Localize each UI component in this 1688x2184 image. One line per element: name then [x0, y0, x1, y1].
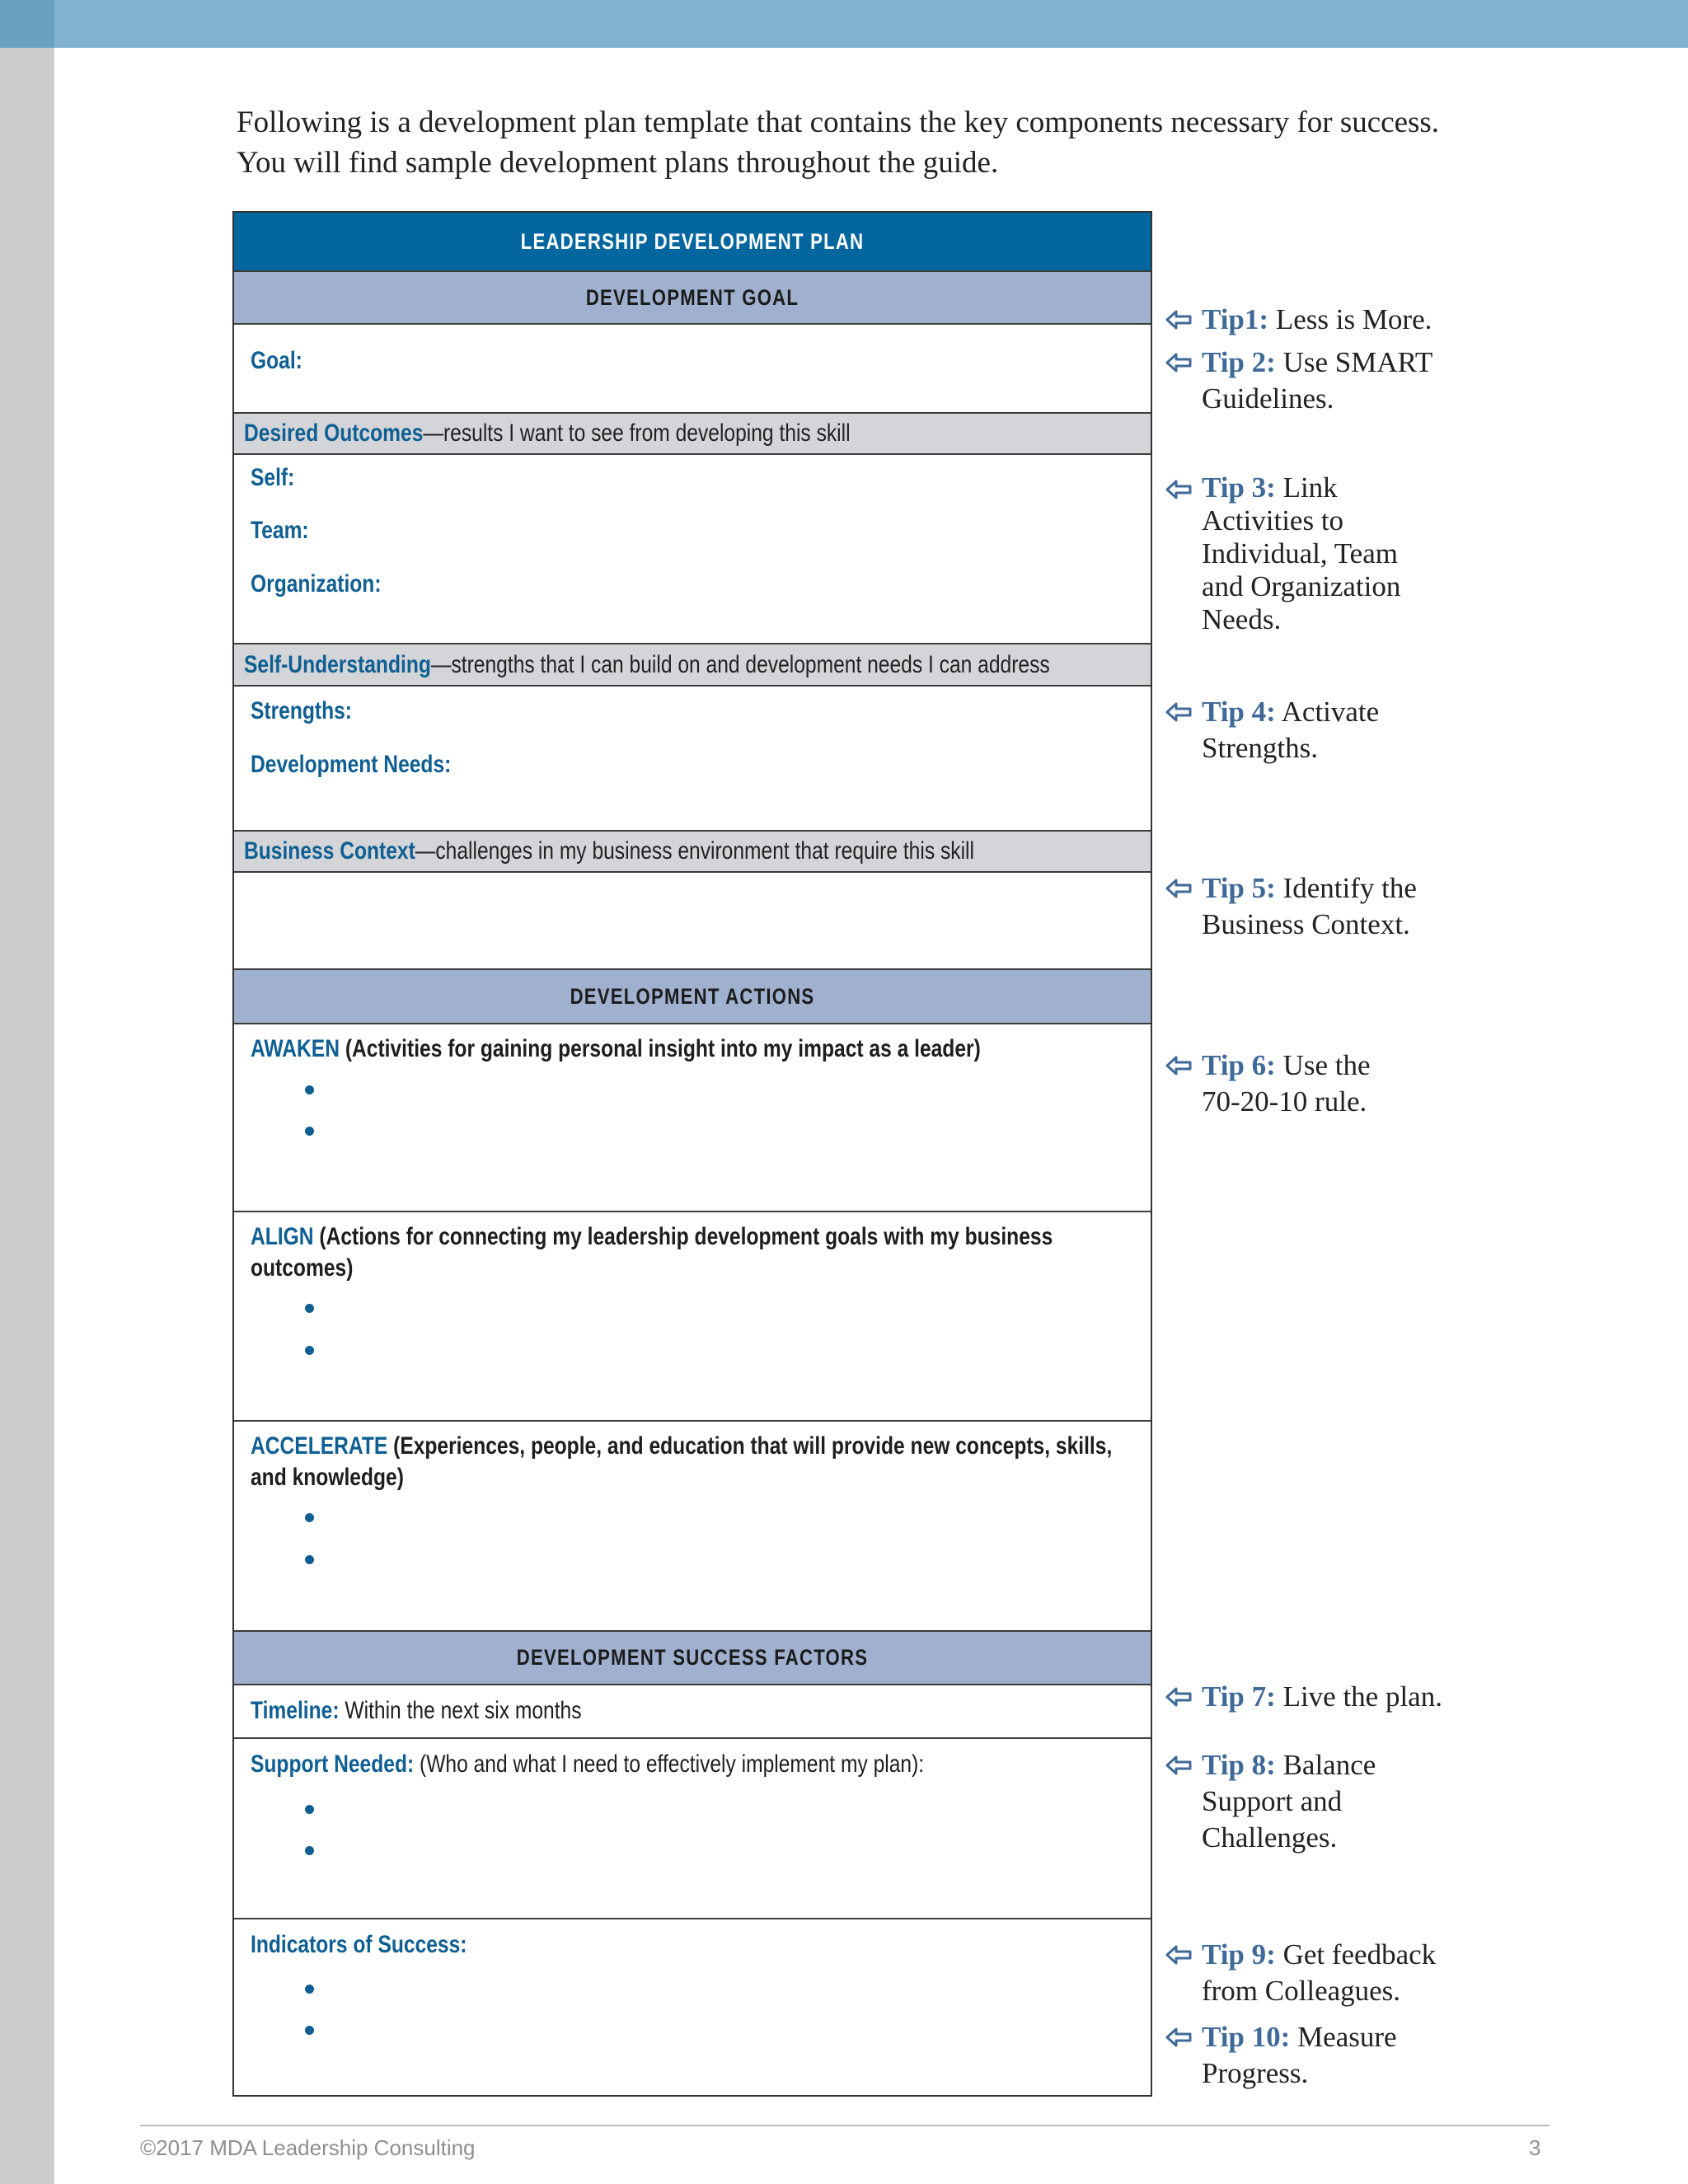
- bullet-dot: [305, 1127, 314, 1136]
- bullet-dot: [305, 1304, 314, 1313]
- success-factors-header-row: [234, 1632, 1151, 1685]
- tip-2-line-1: Use SMART: [1282, 346, 1433, 378]
- tip-5-line-2: Business Context.: [1202, 908, 1410, 940]
- timeline-row: [234, 1685, 1151, 1739]
- tip-7-line-1: Live the plan.: [1282, 1680, 1442, 1713]
- goal-header-row: [234, 272, 1151, 325]
- business-context-desc: —challenges in my business environment that require this skill: [415, 837, 974, 865]
- align-row: [234, 1212, 1151, 1422]
- align-text-line-1: [251, 1222, 1053, 1252]
- accelerate-text-line-1: [251, 1432, 1112, 1461]
- support-desc: (Who and what I need to effectively implement my plan):: [420, 1750, 925, 1778]
- tip-8-line-1: Balance: [1282, 1749, 1376, 1781]
- outcomes-detail-row: [234, 455, 1151, 644]
- align-desc-line-2: outcomes): [251, 1254, 354, 1282]
- team-label: Team:: [251, 517, 309, 544]
- left-arrow-icon: [1164, 1938, 1193, 1971]
- tip-8-label: Tip 8:: [1202, 1749, 1276, 1781]
- intro-paragraph: [237, 102, 1522, 183]
- desired-outcomes-label: Desired Outcomes: [244, 419, 424, 447]
- awaken-desc: (Activities for gaining personal insight into my impact as a leader): [345, 1035, 981, 1062]
- tip-2-line-2: Guidelines.: [1202, 382, 1334, 415]
- tip-6-label: Tip 6:: [1202, 1049, 1276, 1081]
- bullet-dot: [305, 1513, 314, 1522]
- plan-title-row: [234, 213, 1151, 272]
- actions-header: DEVELOPMENT ACTIONS: [570, 984, 815, 1009]
- self-understanding-desc: —strengths that I can build on and development needs I can address: [430, 651, 1050, 678]
- tip-7-label: Tip 7:: [1202, 1680, 1276, 1713]
- left-margin-bar: [0, 0, 54, 2184]
- self-understanding-label: Self-Understanding: [244, 651, 431, 678]
- tip-4-line-2: Strengths.: [1202, 732, 1318, 764]
- left-arrow-icon: [1164, 872, 1193, 905]
- top-banner: [0, 0, 1688, 48]
- tip-5-label: Tip 5:: [1202, 872, 1276, 904]
- tip-2-label: Tip 2:: [1202, 346, 1276, 378]
- bullet-dot: [305, 1085, 314, 1094]
- accelerate-desc-line-2: and knowledge): [251, 1464, 404, 1491]
- tip-8-line-2: Support and: [1202, 1785, 1343, 1817]
- goal-label: Goal:: [251, 347, 302, 374]
- success-factors-header: DEVELOPMENT SUCCESS FACTORS: [516, 1645, 869, 1670]
- left-arrow-icon: [1164, 2021, 1193, 2054]
- development-needs-label: Development Needs:: [251, 751, 452, 778]
- bullet-dot: [305, 1555, 314, 1564]
- intro-line-1: Following is a development plan template that contains the key components necessary for success.: [237, 105, 1440, 139]
- bullet-dot: [305, 1805, 314, 1814]
- align-desc-line-1: (Actions for connecting my leadership development goals with my business: [319, 1223, 1053, 1250]
- accelerate-row: [234, 1422, 1151, 1632]
- self-understanding-row: [234, 644, 1151, 687]
- desired-outcomes-desc: —results I want to see from developing this skill: [423, 419, 851, 447]
- tip-3-line-5: Needs.: [1202, 603, 1282, 635]
- timeline-value: Within the next six months: [345, 1697, 582, 1724]
- goal-row: [234, 325, 1151, 414]
- tip-6-line-1: Use the: [1282, 1049, 1371, 1081]
- tip-10-line-2: Progress.: [1202, 2057, 1309, 2089]
- bullet-dot: [305, 1846, 314, 1855]
- awaken-row: [234, 1024, 1151, 1212]
- self-label: Self:: [251, 464, 295, 491]
- tip-3-label: Tip 3:: [1202, 471, 1276, 504]
- tip-3-line-3: Individual, Team: [1202, 537, 1398, 569]
- desired-outcomes-row: [234, 414, 1151, 455]
- accelerate-desc-line-1: (Experiences, people, and education that will provide new concepts, skills,: [393, 1432, 1113, 1460]
- business-context-label: Business Context: [244, 837, 415, 865]
- left-arrow-icon: [1164, 1680, 1193, 1713]
- tip-10-label: Tip 10:: [1202, 2021, 1291, 2053]
- left-arrow-icon: [1164, 303, 1193, 336]
- left-arrow-icon: [1164, 696, 1193, 729]
- awaken-text: [251, 1034, 981, 1064]
- accelerate-label: ACCELERATE: [251, 1432, 388, 1460]
- timeline-label: Timeline:: [251, 1697, 340, 1724]
- support-label: Support Needed:: [251, 1750, 415, 1778]
- left-arrow-icon: [1164, 473, 1193, 506]
- tip-1-label: Tip1:: [1202, 303, 1269, 335]
- indicators-label: Indicators of Success:: [251, 1931, 467, 1958]
- tip-3-line-2: Activities to: [1202, 504, 1344, 537]
- strengths-label: Strengths:: [251, 697, 352, 724]
- actions-header-row: [234, 970, 1151, 1024]
- bullet-dot: [305, 1985, 314, 1994]
- tip-8-line-3: Challenges.: [1202, 1821, 1338, 1854]
- organization-label: Organization:: [251, 570, 382, 598]
- left-arrow-icon: [1164, 1049, 1193, 1082]
- page-number: 3: [1529, 2135, 1541, 2160]
- business-context-row: [234, 832, 1151, 873]
- left-arrow-icon: [1164, 1749, 1193, 1782]
- bullet-dot: [305, 1346, 314, 1355]
- tip-10-line-1: Measure: [1297, 2021, 1397, 2053]
- tip-3-line-4: and Organization: [1202, 570, 1401, 602]
- bullet-dot: [305, 2026, 314, 2035]
- strengths-row: [234, 687, 1151, 832]
- support-row: [234, 1739, 1151, 1919]
- goal-header: DEVELOPMENT GOAL: [585, 285, 799, 310]
- indicators-row: [234, 1919, 1151, 2095]
- intro-line-2: You will find sample development plans throughout the guide.: [237, 146, 999, 180]
- align-label: ALIGN: [251, 1223, 314, 1250]
- tip-5-line-1: Identify the: [1282, 872, 1417, 904]
- plan-title: LEADERSHIP DEVELOPMENT PLAN: [520, 229, 865, 254]
- business-context-entry-row: [234, 873, 1151, 970]
- support-text: [251, 1750, 924, 1779]
- left-arrow-icon: [1164, 346, 1193, 379]
- footer-divider: [140, 2125, 1550, 2126]
- tip-4-label: Tip 4:: [1202, 696, 1276, 728]
- tip-9-line-1: Get feedback: [1282, 1938, 1437, 1971]
- tip-1-line-1: Less is More.: [1275, 303, 1432, 335]
- tip-6-line-2: 70-20-10 rule.: [1202, 1085, 1367, 1118]
- corner-block: [0, 0, 54, 48]
- development-plan-table: [232, 211, 1152, 2097]
- tip-9-line-2: from Colleagues.: [1202, 1975, 1401, 2007]
- timeline-text: [251, 1696, 582, 1726]
- awaken-label: AWAKEN: [251, 1035, 340, 1062]
- tip-9-label: Tip 9:: [1202, 1938, 1276, 1971]
- tip-3-line-1: Link: [1282, 471, 1338, 504]
- tip-4-line-1: Activate: [1281, 696, 1380, 728]
- footer-copyright: ©2017 MDA Leadership Consulting: [140, 2135, 476, 2160]
